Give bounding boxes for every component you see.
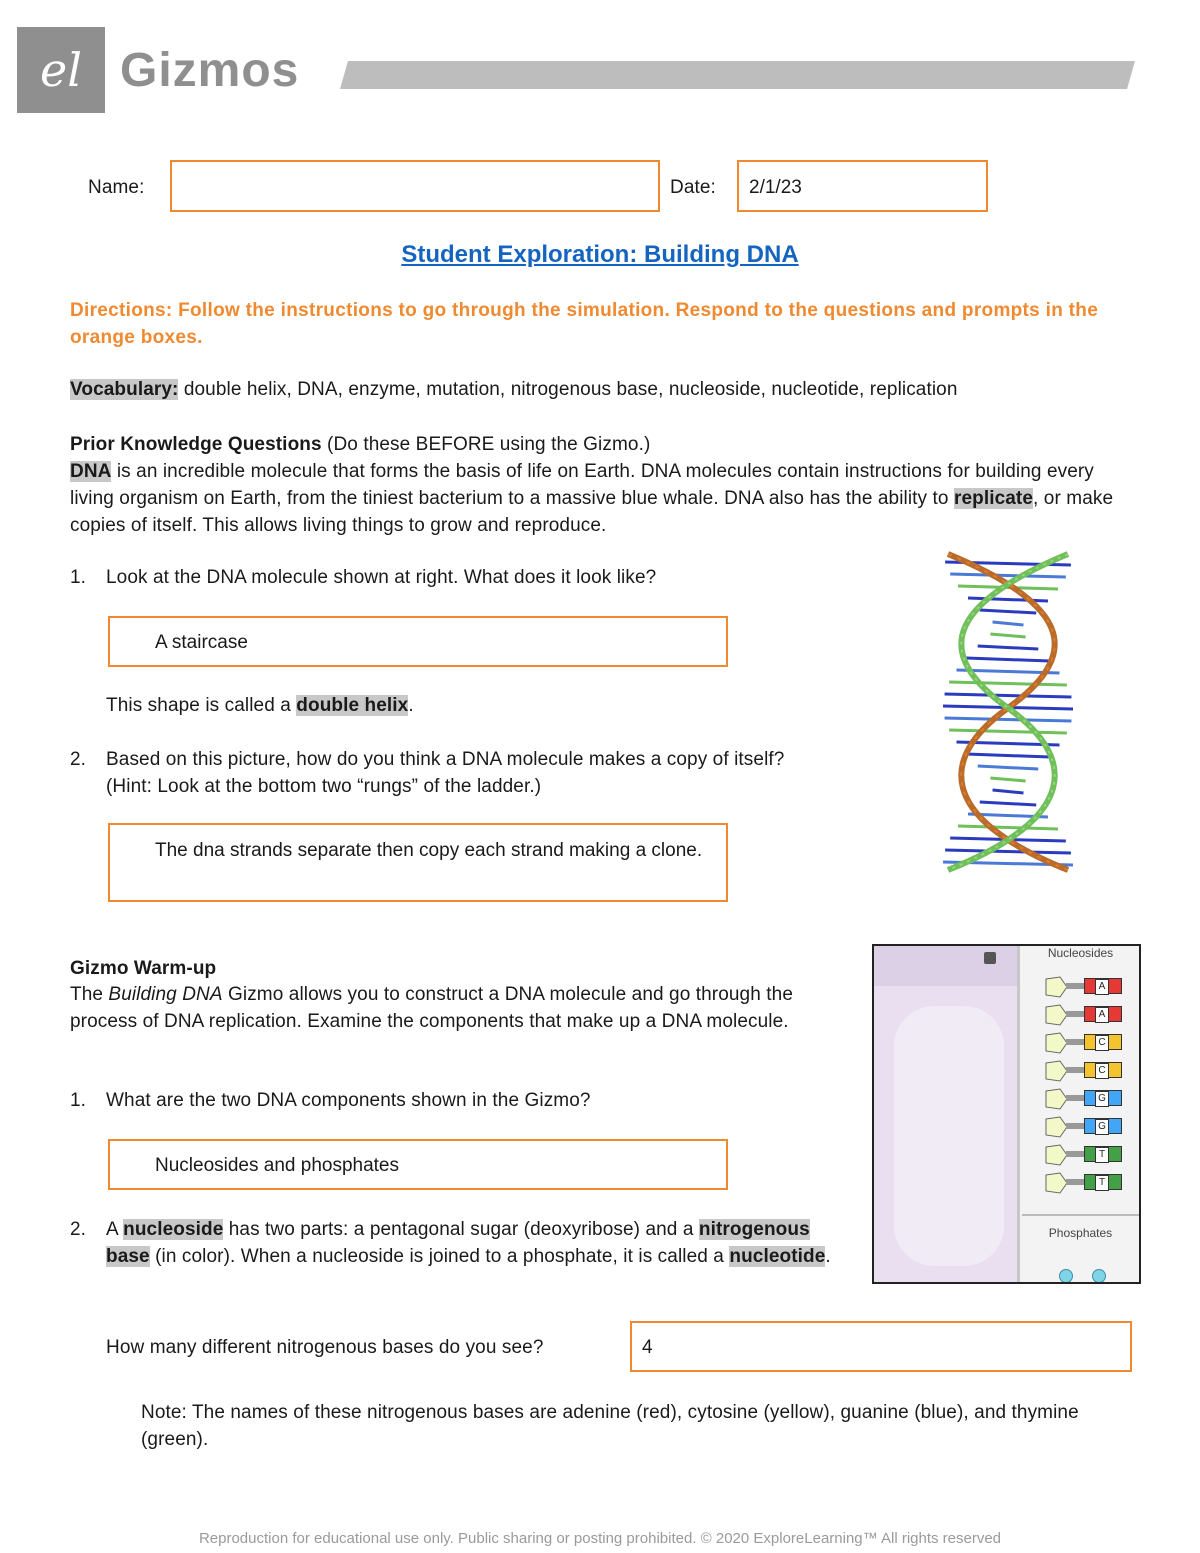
- base-letter: G: [1095, 1119, 1109, 1135]
- vocabulary-label: Vocabulary:: [70, 379, 179, 400]
- helix-rung: [990, 634, 1025, 637]
- date-field[interactable]: [737, 160, 988, 212]
- helix-rung: [950, 574, 1066, 577]
- warmup-q2-part-d: .: [825, 1246, 831, 1267]
- helix-rung: [949, 730, 1067, 733]
- vocabulary-terms: double helix, DNA, enzyme, mutation, nitrogenous base, nucleoside, nucleotide, replication: [178, 379, 958, 400]
- prior-answer-2-box[interactable]: [108, 823, 728, 902]
- warmup-q1-number: 1.: [70, 1090, 87, 1111]
- base-letter: C: [1095, 1063, 1109, 1079]
- warmup-intro: [70, 981, 840, 1035]
- nitrogenous-base-block: [1084, 978, 1122, 994]
- prior-q1-number: 1.: [70, 567, 87, 588]
- nitrogenous-base-block: [1084, 1118, 1122, 1134]
- name-field[interactable]: [170, 160, 660, 212]
- name-label: Name:: [88, 177, 145, 198]
- nitrogenous-base-block: [1084, 1062, 1122, 1078]
- shape-sentence-post: .: [408, 695, 414, 716]
- sugar-pentagon-icon: [1042, 1060, 1068, 1082]
- brand-name: Gizmos: [120, 44, 300, 97]
- term-nucleoside: nucleoside: [123, 1219, 224, 1240]
- sugar-pentagon-icon: [1042, 1116, 1068, 1138]
- nitrogenous-base-block: [1084, 1090, 1122, 1106]
- helix-rung: [980, 610, 1036, 613]
- nitrogenous-base-block: [1084, 1174, 1122, 1190]
- prior-q2-line2: (Hint: Look at the bottom two “rungs” of the ladder.): [106, 776, 542, 797]
- base-connector: [1066, 983, 1084, 989]
- nitrogenous-base-block: [1084, 1146, 1122, 1162]
- helix-rung: [968, 598, 1048, 601]
- nucleoside-item[interactable]: [1042, 1116, 1137, 1138]
- date-value: 2/1/23: [749, 177, 802, 198]
- explorelearning-logo: el: [40, 43, 82, 97]
- warmup-q2-part-c: (in color). When a nucleoside is joined to a phosphate, it is called a: [149, 1246, 730, 1267]
- sugar-pentagon-icon: [1042, 1088, 1068, 1110]
- phosphate-item-1[interactable]: [1059, 1269, 1073, 1283]
- prior-answer-1-box[interactable]: [108, 616, 728, 667]
- helix-rung: [978, 766, 1039, 769]
- prior-paragraph-part2: , or make copies of itself. This allows living things to grow and reproduce.: [70, 488, 1114, 536]
- warmup-q2-number: 2.: [70, 1219, 87, 1240]
- shape-sentence-pre: This shape is called a: [106, 695, 297, 716]
- base-count-question: How many different nitrogenous bases do you see?: [106, 1337, 544, 1358]
- nucleoside-item[interactable]: [1042, 1144, 1137, 1166]
- base-letter: A: [1095, 979, 1109, 995]
- warmup-intro-pre: The: [70, 984, 109, 1005]
- prior-heading-line: [70, 431, 1150, 458]
- nitrogenous-base-block: [1084, 1034, 1122, 1050]
- sugar-pentagon-icon: [1042, 1004, 1068, 1026]
- nucleus-area: [894, 1006, 1004, 1266]
- warmup-intro-post: Gizmo allows you to construct a DNA molecule and go through the process of DNA replication. Examine the components that make up a DNA molecule.: [70, 984, 793, 1032]
- base-connector: [1066, 1151, 1084, 1157]
- base-connector: [1066, 1179, 1084, 1185]
- helix-rung: [949, 682, 1067, 685]
- warmup-q2-part-a: A: [106, 1219, 124, 1240]
- term-double-helix: double helix: [296, 695, 409, 716]
- prior-q2-number: 2.: [70, 749, 87, 770]
- nucleoside-item[interactable]: [1042, 1032, 1137, 1054]
- helix-rung: [945, 694, 1072, 697]
- helix-rung: [966, 658, 1050, 661]
- nucleoside-item[interactable]: [1042, 1060, 1137, 1082]
- sugar-pentagon-icon: [1042, 1172, 1068, 1194]
- nucleoside-item[interactable]: [1042, 976, 1137, 998]
- helix-rung: [945, 718, 1072, 721]
- camera-icon[interactable]: [984, 952, 996, 964]
- helix-rung: [958, 826, 1058, 829]
- prior-paragraph-part1: is an incredible molecule that forms the basis of life on Earth. DNA molecules contain instructions for building every living organism on Earth, from the tiniest bacterium to a massive blue whale. DNA also has the ability to: [70, 461, 1094, 509]
- base-connector: [1066, 1011, 1084, 1017]
- nucleoside-item[interactable]: [1042, 1172, 1137, 1194]
- helix-rung: [945, 850, 1071, 853]
- helix-rung: [993, 790, 1024, 793]
- prior-paragraph: [70, 458, 1130, 539]
- date-label: Date:: [670, 177, 716, 198]
- base-letter: G: [1095, 1091, 1109, 1107]
- prior-heading-note: (Do these BEFORE using the Gizmo.): [321, 434, 651, 455]
- base-letter: T: [1095, 1175, 1109, 1191]
- base-letter: C: [1095, 1035, 1109, 1051]
- directions-text: Directions: Follow the instructions to go through the simulation. Respond to the questions and prompts in the orange boxes.: [70, 300, 1099, 348]
- phosphate-item-2[interactable]: [1092, 1269, 1106, 1283]
- term-replicate: replicate: [953, 488, 1034, 509]
- base-connector: [1066, 1067, 1084, 1073]
- nucleoside-item[interactable]: [1042, 1004, 1137, 1026]
- phosphates-label: Phosphates: [1048, 1226, 1113, 1240]
- term-dna: DNA: [70, 461, 112, 482]
- vocabulary-line: [70, 376, 1150, 403]
- warmup-answer-1: Nucleosides and phosphates: [155, 1155, 400, 1176]
- warmup-q2-text: [106, 1216, 836, 1270]
- helix-rung: [993, 622, 1024, 625]
- helix-rung: [966, 754, 1050, 757]
- base-count-answer: 4: [642, 1337, 653, 1358]
- warmup-q2-part-b: has two parts: a pentagonal sugar (deoxyribose) and a: [223, 1219, 699, 1240]
- gizmo-screenshot: [872, 944, 1141, 1284]
- base-connector: [1066, 1123, 1084, 1129]
- sugar-pentagon-icon: [1042, 976, 1068, 998]
- warmup-answer-1-box[interactable]: [108, 1139, 728, 1190]
- page-title: Student Exploration: Building DNA: [401, 241, 799, 268]
- sugar-pentagon-icon: [1042, 1144, 1068, 1166]
- warmup-gizmo-name: Building DNA: [108, 984, 223, 1005]
- warmup-heading: Gizmo Warm-up: [70, 958, 217, 979]
- term-nucleotide: nucleotide: [729, 1246, 826, 1267]
- footer-copyright: Reproduction for educational use only. Public sharing or posting prohibited. © 2020 ExploreLearning™ All rights reserved: [198, 1530, 1002, 1547]
- nucleoside-item[interactable]: [1042, 1088, 1137, 1110]
- nucleosides-label: Nucleosides: [1047, 946, 1114, 960]
- prior-heading: Prior Knowledge Questions: [70, 434, 322, 455]
- shape-sentence: [106, 692, 414, 719]
- palette-divider: [1022, 1214, 1139, 1216]
- term-nitrogenous-base: nitrogenous base: [106, 1219, 810, 1267]
- helix-rung: [980, 802, 1036, 805]
- header-bar: [340, 61, 1135, 89]
- base-count-answer-box[interactable]: [630, 1321, 1132, 1372]
- prior-answer-1: A staircase: [155, 632, 248, 653]
- sugar-pentagon-icon: [1042, 1032, 1068, 1054]
- base-connector: [1066, 1039, 1084, 1045]
- base-letter: A: [1095, 1007, 1109, 1023]
- dna-helix-image: [928, 548, 1088, 876]
- nitrogenous-base-block: [1084, 1006, 1122, 1022]
- base-letter: T: [1095, 1147, 1109, 1163]
- bases-note: Note: The names of these nitrogenous bases are adenine (red), cytosine (yellow), guanine (blue), and thymine (green).: [141, 1402, 1079, 1450]
- prior-q1-text: Look at the DNA molecule shown at right. What does it look like?: [106, 567, 657, 588]
- helix-rung: [990, 778, 1025, 781]
- base-connector: [1066, 1095, 1084, 1101]
- prior-answer-2: The dna strands separate then copy each strand making a clone.: [155, 840, 703, 861]
- warmup-q1-text: What are the two DNA components shown in the Gizmo?: [106, 1090, 591, 1111]
- prior-q2-line1: Based on this picture, how do you think a DNA molecule makes a copy of itself?: [106, 749, 785, 770]
- helix-rung: [978, 646, 1039, 649]
